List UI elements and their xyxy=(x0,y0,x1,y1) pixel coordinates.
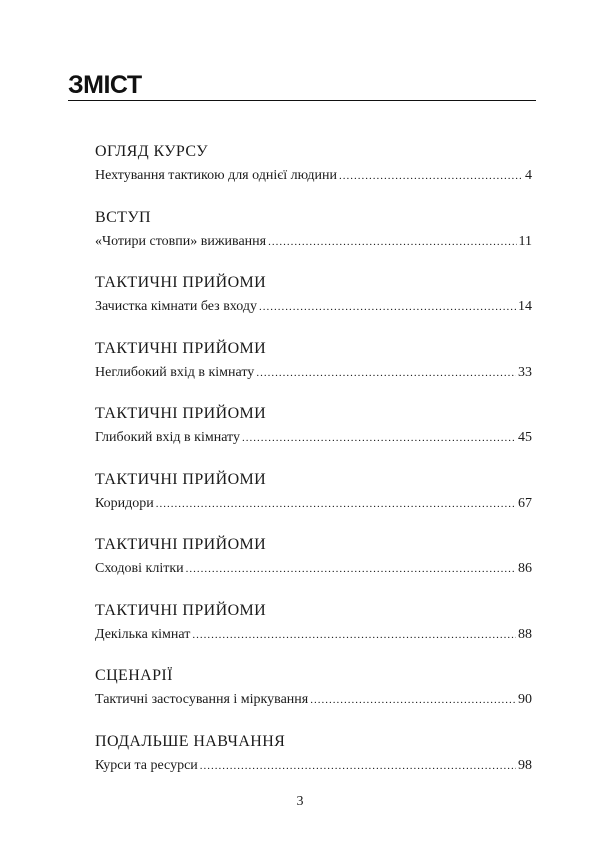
entry-page-number: 90 xyxy=(518,692,532,707)
toc-section xyxy=(95,142,532,208)
section-heading: ТАКТИЧНІ ПРИЙОМИ xyxy=(95,339,267,357)
toc-entry[interactable] xyxy=(95,495,532,513)
entry-title: Курси та ресурси xyxy=(95,757,198,773)
entry-title: «Чотири стовпи» виживання xyxy=(95,233,267,249)
toc-section xyxy=(95,339,532,405)
toc-section xyxy=(95,535,532,601)
toc-entry[interactable] xyxy=(95,167,532,185)
dot-leader xyxy=(339,167,523,185)
entry-title: Коридори xyxy=(95,495,154,511)
entry-page-number: 11 xyxy=(518,233,532,249)
table-of-contents xyxy=(95,142,532,797)
section-heading: ОГЛЯД КУРСУ xyxy=(95,143,209,160)
dot-leader xyxy=(310,691,516,709)
page-title: ЗМІСТ xyxy=(68,71,142,99)
section-heading: ВСТУП xyxy=(95,208,151,226)
entry-page-number: 14 xyxy=(518,299,532,314)
toc-entry[interactable] xyxy=(95,298,532,316)
entry-title: Декілька кімнат xyxy=(95,626,191,642)
section-heading: ТАКТИЧНІ ПРИЙОМИ xyxy=(95,470,267,488)
entry-page-number: 86 xyxy=(518,561,532,576)
toc-section xyxy=(95,273,532,339)
toc-entry[interactable] xyxy=(95,691,532,709)
toc-entry[interactable] xyxy=(95,364,532,382)
entry-title: Неглибокий вхід в кімнату xyxy=(95,364,255,380)
toc-section xyxy=(95,601,532,667)
entry-page-number: 4 xyxy=(525,168,532,183)
toc-entry[interactable] xyxy=(95,429,532,447)
dot-leader xyxy=(156,495,516,513)
section-heading: ПОДАЛЬШЕ НАВЧАННЯ xyxy=(95,732,286,750)
dot-leader xyxy=(200,757,516,775)
toc-section xyxy=(95,404,532,470)
dot-leader xyxy=(242,429,516,447)
toc-section xyxy=(95,208,532,274)
toc-entry[interactable] xyxy=(95,233,532,251)
section-heading: СЦЕНАРІЇ xyxy=(95,667,173,684)
entry-title: Тактичні застосування і міркування xyxy=(95,692,309,707)
dot-leader xyxy=(256,364,516,382)
entry-title: Нехтування тактикою для однієї людини xyxy=(95,168,337,183)
entry-page-number: 88 xyxy=(518,626,532,642)
footer-page-number: 3 xyxy=(296,794,304,809)
section-heading: ТАКТИЧНІ ПРИЙОМИ xyxy=(95,274,267,291)
entry-title: Сходові клітки xyxy=(95,561,184,576)
toc-section xyxy=(95,666,532,732)
dot-leader xyxy=(186,560,516,578)
toc-section xyxy=(95,470,532,536)
dot-leader xyxy=(192,626,516,644)
dot-leader xyxy=(259,298,516,316)
section-heading: ТАКТИЧНІ ПРИЙОМИ xyxy=(95,601,267,619)
entry-page-number: 33 xyxy=(518,364,532,380)
entry-page-number: 45 xyxy=(518,430,532,445)
title-underline xyxy=(68,100,536,101)
toc-section xyxy=(95,732,532,798)
entry-title: Глибокий вхід в кімнату xyxy=(95,430,240,445)
toc-entry[interactable] xyxy=(95,626,532,644)
dot-leader xyxy=(268,233,516,251)
entry-page-number: 98 xyxy=(518,757,532,773)
entry-title: Зачистка кімнати без входу xyxy=(95,299,257,314)
toc-entry[interactable] xyxy=(95,560,532,578)
section-heading: ТАКТИЧНІ ПРИЙОМИ xyxy=(95,405,267,422)
toc-entry[interactable] xyxy=(95,757,532,775)
entry-page-number: 67 xyxy=(518,495,532,511)
section-heading: ТАКТИЧНІ ПРИЙОМИ xyxy=(95,536,267,553)
